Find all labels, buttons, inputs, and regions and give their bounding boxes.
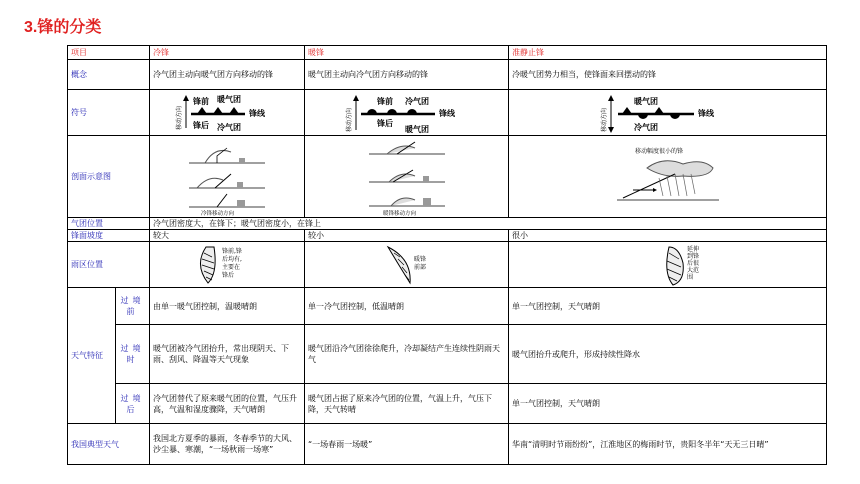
- cold-symbol-warm-air: 暖气团: [217, 94, 241, 104]
- svg-text:大范: 大范: [686, 266, 699, 274]
- typical-weather-row: [68, 424, 827, 465]
- profile-label: 剖面示意图: [68, 136, 150, 218]
- air-position-label: 气团位置: [68, 218, 150, 230]
- rain-stationary: [509, 242, 827, 288]
- weather-before-stationary: 单一气团控制，天气晴朗: [509, 288, 827, 325]
- weather-after-stationary: 单一气团控制，天气晴朗: [509, 384, 827, 424]
- warm-symbol-warm-air: 暖气团: [404, 124, 429, 134]
- svg-text:围: 围: [686, 273, 693, 281]
- cold-symbol-direction: 移动方向: [176, 105, 183, 130]
- svg-text:主要在: 主要在: [222, 263, 241, 271]
- cold-front-symbol: [177, 92, 277, 134]
- weather-label: 天气特征: [68, 288, 116, 424]
- stationary-symbol-warm-air: 暖气团: [633, 96, 658, 106]
- typical-cold: 我国北方夏季的暴雨，冬春季节的大风、沙尘暴、寒潮，“一场秋雨一场寒”: [150, 424, 305, 465]
- symbol-stationary: [509, 90, 827, 136]
- profile-cold: [150, 136, 305, 218]
- stationary-symbol-cold-air: 冷气团: [633, 122, 658, 132]
- warm-symbol-line-label: 锋线: [438, 108, 455, 118]
- typical-stationary: 华南“清明时节雨纷纷”，江淮地区的梅雨时节，贵阳冬半年“天无三日晴”: [509, 424, 827, 465]
- symbol-cold: [150, 90, 305, 136]
- warm-rain-label: 暖锋: [413, 255, 426, 263]
- warm-symbol-back-label: 锋后: [376, 118, 393, 128]
- page-title: 3.锋的分类: [24, 19, 102, 36]
- cold-rain-area-diagram: [192, 243, 262, 287]
- slope-cold: 较大: [150, 230, 305, 242]
- weather-during-row: [68, 325, 827, 384]
- weather-after-label: 过境后: [116, 384, 150, 424]
- slope-label: 锋面坡度: [68, 230, 150, 242]
- stationary-front-profile-diagram: [613, 138, 723, 216]
- slope-row: [68, 230, 827, 242]
- warm-profile-caption: 暖锋移动方向: [382, 210, 416, 217]
- air-position-text: 冷气团密度大，在锋下；暖气团密度小，在锋上: [150, 218, 827, 230]
- cold-symbol-back-label: 锋后: [193, 120, 209, 130]
- concept-cold: 冷气团主动向暖气团方向移动的锋: [150, 60, 305, 90]
- weather-before-cold: 由单一暖气团控制，温暖晴朗: [150, 288, 305, 325]
- slope-stationary: 很小: [509, 230, 827, 242]
- weather-during-cold: 暖气团被冷气团抬升，常出现阴天、下雨、刮风、降温等天气现象: [150, 325, 305, 384]
- svg-text:前部: 前部: [413, 263, 426, 271]
- concept-warm: 暖气团主动向冷气团方向移动的锋: [305, 60, 509, 90]
- profile-row: [68, 136, 827, 218]
- symbol-label: 符号: [68, 90, 150, 136]
- weather-during-warm: 暖气团沿冷气团徐徐爬升，冷却凝结产生连续性阴雨天气: [305, 325, 509, 384]
- concept-row: [68, 60, 827, 90]
- warm-front-symbol: [347, 92, 467, 134]
- warm-rain-area-diagram: [372, 243, 442, 287]
- rain-position-label: 雨区位置: [68, 242, 150, 288]
- header-cold-front: 冷锋: [150, 46, 305, 60]
- cold-symbol-cold-air: 冷气团: [217, 122, 241, 132]
- warm-front-profile-diagram: [367, 138, 447, 216]
- cold-front-profile-diagram: [187, 138, 267, 216]
- air-position-row: [68, 218, 827, 230]
- profile-stationary: [509, 136, 827, 218]
- front-classification-table: [67, 45, 827, 465]
- header-warm-front: 暖锋: [305, 46, 509, 60]
- stationary-symbol-line-label: 锋线: [697, 108, 714, 118]
- stationary-rain-label: 延伸: [686, 245, 699, 253]
- weather-before-warm: 单一冷气团控制，低温晴朗: [305, 288, 509, 325]
- header-row: [68, 46, 827, 60]
- rain-position-row: [68, 242, 827, 288]
- warm-symbol-front-label: 锋前: [376, 96, 393, 106]
- warm-symbol-direction: 移动方向: [345, 107, 353, 132]
- stationary-front-symbol: [598, 92, 738, 134]
- stationary-rain-area-diagram: [623, 243, 713, 287]
- cold-symbol-line-label: 锋线: [249, 108, 265, 118]
- svg-text:锋后: 锋后: [222, 271, 235, 279]
- concept-label: 概念: [68, 60, 150, 90]
- typical-label: 我国典型天气: [68, 424, 150, 465]
- stationary-symbol-direction: 移动方向: [600, 107, 608, 132]
- weather-before-label: 过境前: [116, 288, 150, 325]
- symbol-row: [68, 90, 827, 136]
- weather-during-label: 过境时: [116, 325, 150, 384]
- cold-rain-label: 锋前,锋: [222, 247, 242, 255]
- rain-cold: [150, 242, 305, 288]
- cold-profile-caption: 冷锋移动方向: [201, 210, 235, 217]
- warm-symbol-cold-air: 冷气团: [404, 96, 429, 106]
- svg-text:后很: 后很: [686, 259, 699, 267]
- symbol-warm: [305, 90, 509, 136]
- header-item: 项目: [68, 46, 150, 60]
- header-stationary-front: 准静止锋: [509, 46, 827, 60]
- weather-before-row: [68, 288, 827, 325]
- weather-during-stationary: 暖气团抬升或爬升，形成持续性降水: [509, 325, 827, 384]
- stationary-profile-caption: 移动幅度很小的锋: [634, 147, 683, 155]
- cold-symbol-front-label: 锋前: [193, 96, 209, 106]
- weather-after-warm: 暖气团占据了原来冷气团的位置，气温上升，气压下降，天气转晴: [305, 384, 509, 424]
- svg-text:到锋: 到锋: [686, 252, 699, 260]
- svg-text:后均有,: 后均有,: [222, 255, 242, 263]
- concept-stationary: 冷暖气团势力相当，使锋面来回摆动的锋: [509, 60, 827, 90]
- weather-after-row: [68, 384, 827, 424]
- profile-warm: [305, 136, 509, 218]
- slope-warm: 较小: [305, 230, 509, 242]
- typical-warm: “一场春雨一场暖”: [305, 424, 509, 465]
- weather-after-cold: 冷气团替代了原来暖气团的位置，气压升高，气温和湿度骤降，天气晴朗: [150, 384, 305, 424]
- rain-warm: [305, 242, 509, 288]
